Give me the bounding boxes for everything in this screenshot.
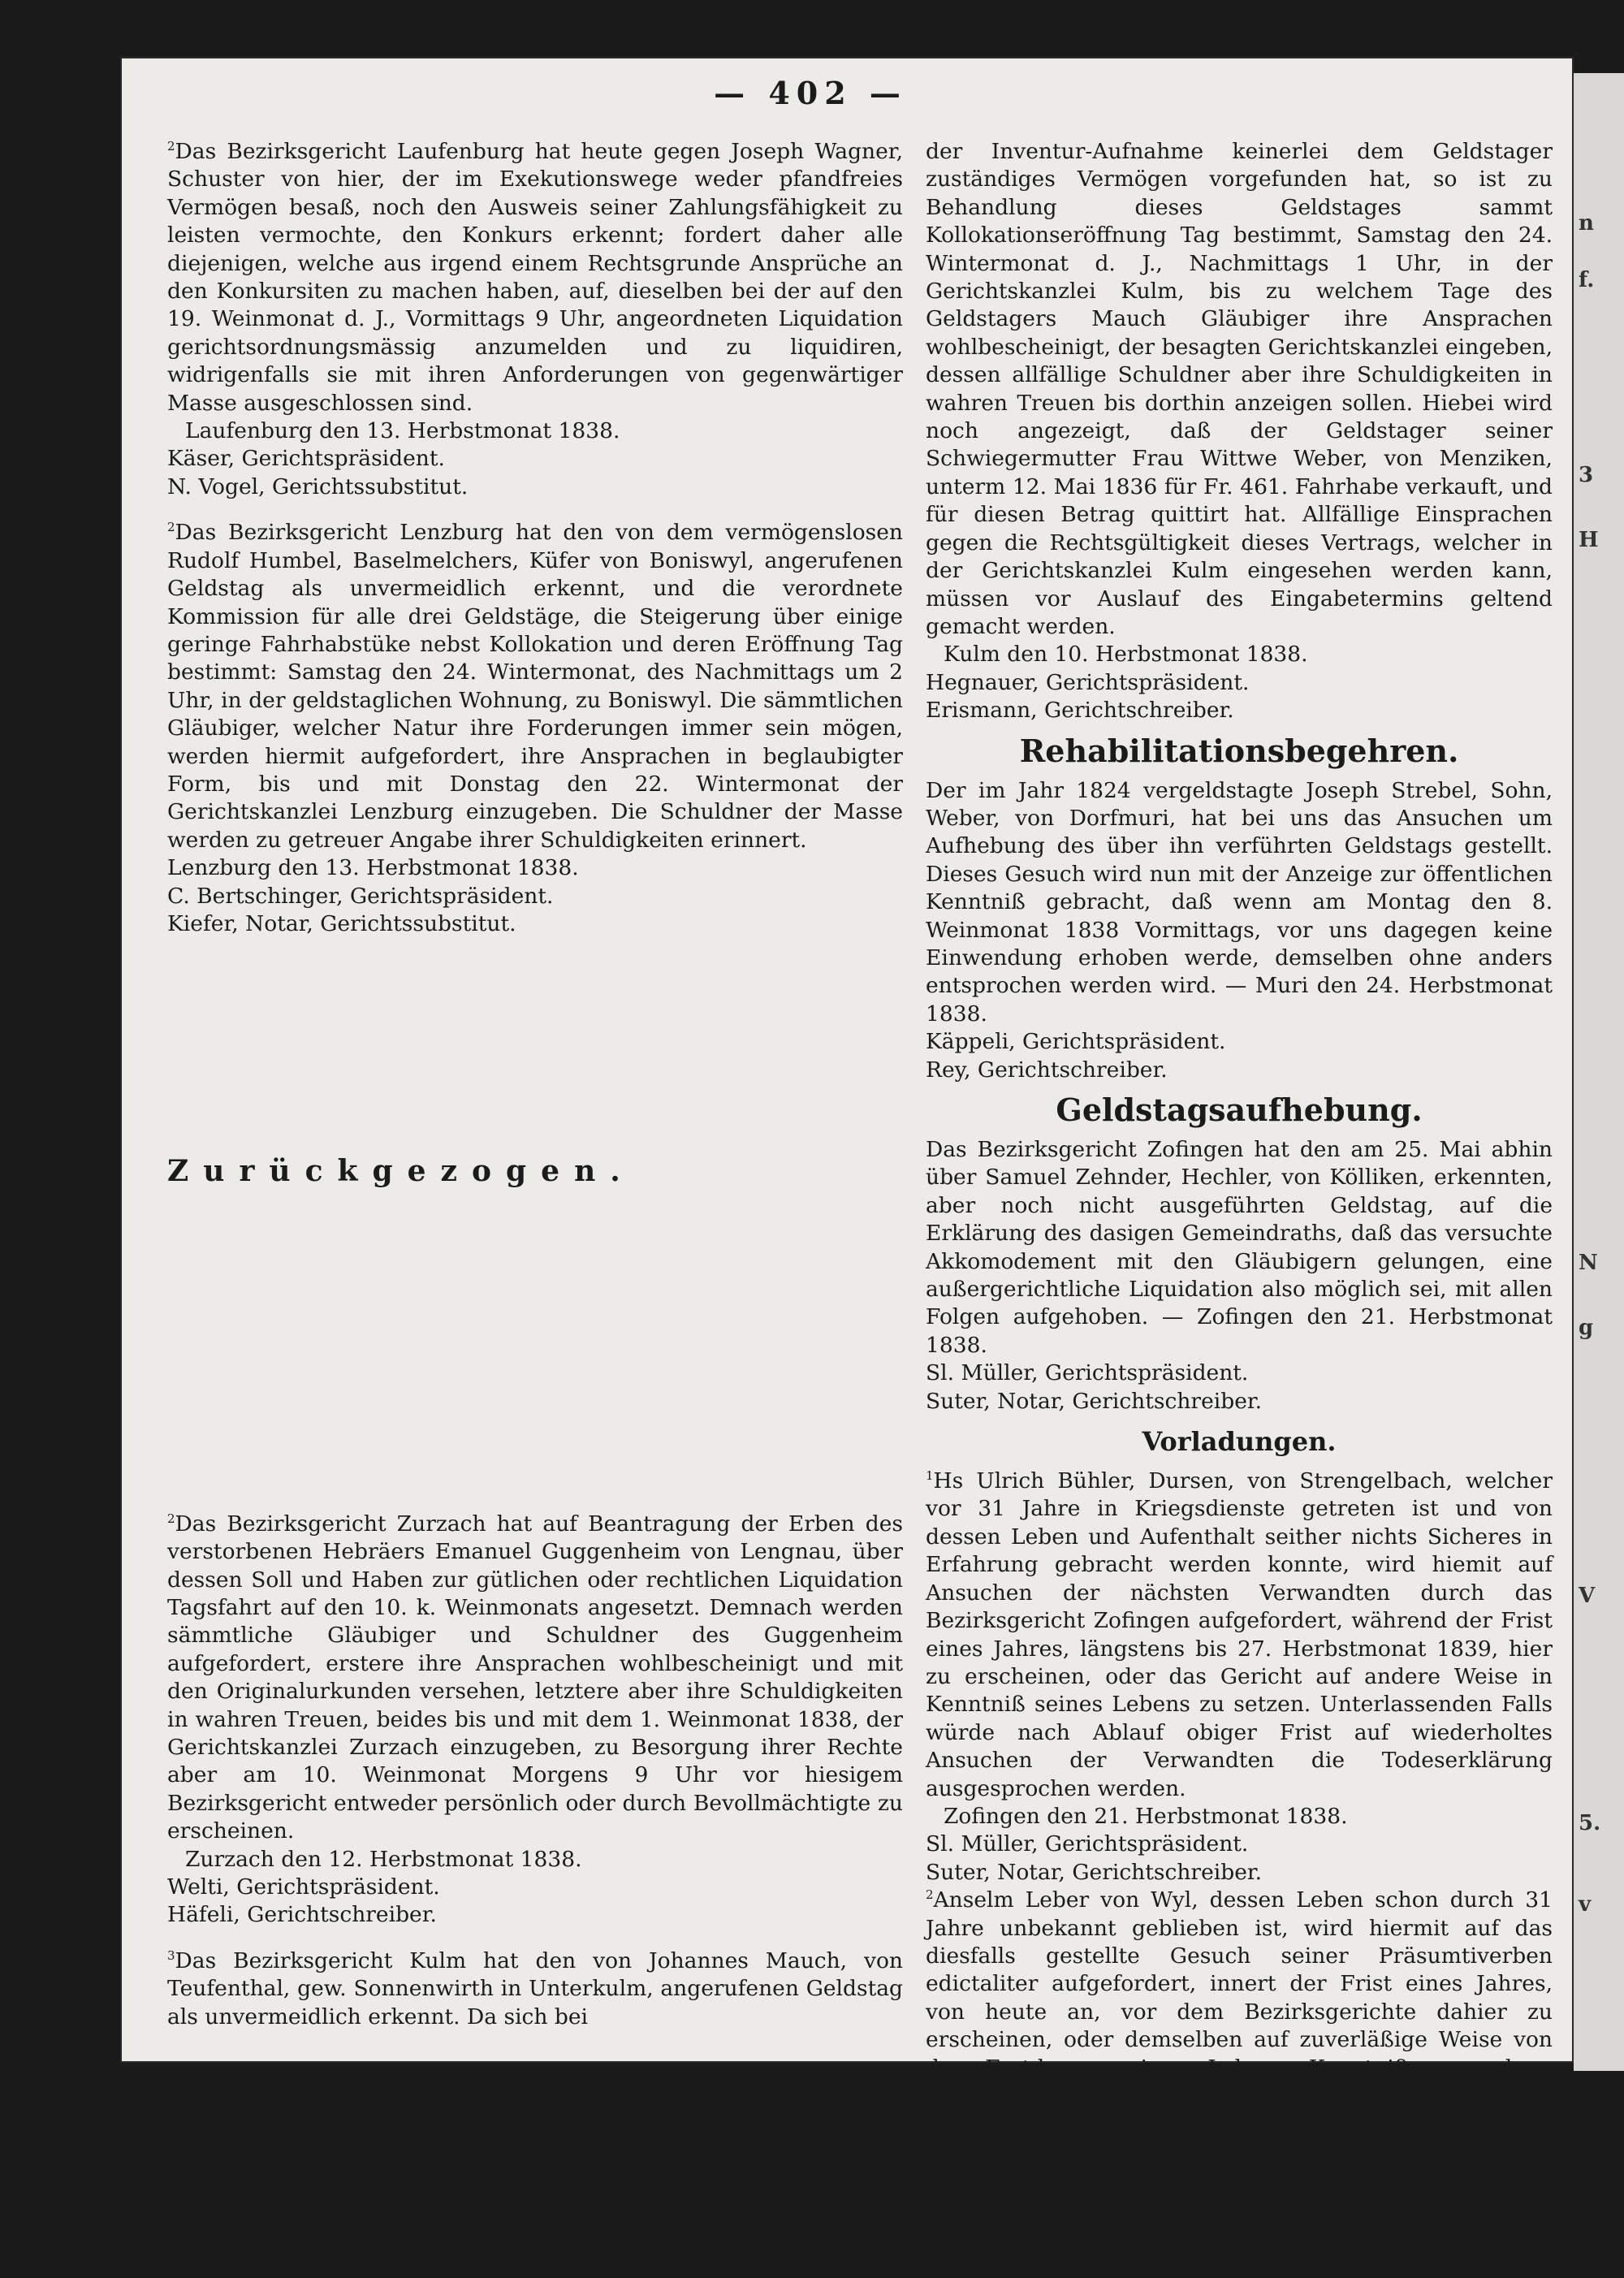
section-heading-vorladungen: Vorladungen. — [1142, 1426, 1337, 1458]
right-column — [926, 138, 1553, 2278]
notice-lenzburg-geldstag — [167, 519, 903, 938]
signature-clerk: Rey, Gerichtschreiber. — [926, 1057, 1168, 1083]
signature-substitute: N. Vogel, Gerichtssubstitut. — [167, 473, 469, 499]
notice-mark: 2 — [167, 1511, 175, 1526]
signature-president: Sl. Müller, Gerichtspräsident. — [926, 1360, 1249, 1386]
left-column — [167, 138, 903, 2031]
notice-text: Hans Rudolf Häfeli, von Gontenschwyl, welcher seine Ehefrau Maria geb. Haller, böslich verlassen hat, — [926, 2223, 1553, 2276]
signature-clerk: Häfeli, Gerichtschreiber. — [167, 1902, 437, 1928]
notice-mark: 2 — [926, 1887, 934, 1903]
signature-clerk: Erismann, Gerichtschreiber. — [926, 698, 1234, 724]
notice-text: Das Bezirksgericht Laufenburg hat heute gegen Joseph Wagner, Schuster von hier, der im Exekutionswege weder pfandfreies Vermögen besaß, noch den Ausweis seiner Zahlungsfähigkeit zu leisten vermochte, den Konkurs erkennt; fordert daher alle diejenigen, welche aus irgend einem Rechtsgrunde Ansprüche an den Konkursiten zu machen haben, auf, dieselben bei der auf den 19. Weinmonat d. J., Vormittags 9 Uhr, angeordneten Liquidation gerichtsordnungsmässig anzumelden und zu liquidiren, widrigenfalls sie mit ihren Anforderungen von gegenwärtiger Masse ausgeschlossen sind. — [167, 139, 903, 416]
notice-kulm-continued — [926, 138, 1553, 725]
notice-kulm-start — [167, 1947, 903, 2031]
signature-president: Welti, Gerichtspräsident. — [167, 1874, 440, 1900]
notice-laufenburg-konkurs — [167, 138, 903, 501]
notice-zurzach — [167, 1511, 903, 1930]
notice-mark: 2 — [167, 520, 175, 535]
signature-president: Käppeli, Gerichtspräsident. — [926, 1029, 1226, 1055]
notice-text: Das Bezirksgericht Lenzburg hat den von dem vermögenslosen Rudolf Humbel, Baselmelchers, Küfer von Boniswyl, angerufenen Geldstag als unvermeidlich erkennt, und die verordnete Kommission für alle drei Geldstäge, die Steigerung über einige geringe Fahrhabstüke nebst Kollokation und deren Eröffnung Tag bestimmt: Samstag den 24. Wintermonat, des Nachmittags um 2 Uhr, in der geldstaglichen Wohnung, zu Boniswyl. Die sämmtlichen Gläubiger, welcher Natur ihre Forderungen immer sein mögen, werden hiermit aufgefordert, ihre Ansprachen in beglaubigter Form, bis und mit Donstag den 22. Wintermonat der Gerichtskanzlei Lenzburg einzugeben. Die Schuldner der Masse werden zu getreuer Angabe ihrer Schuldigkeiten erinnert. — [167, 520, 903, 853]
page-number: — 402 — — [714, 75, 907, 111]
signature-president: Käser, Gerichtspräsident. — [926, 2167, 1203, 2193]
signature-president: Käser, Gerichtspräsident. — [167, 446, 445, 472]
notice-text: Anselm Leber von Wyl, dessen Leben schon durch 31 Jahre unbekannt geblieben ist, wird hiermit auf das diesfalls gestellte Gesuch seiner Präsumtiverben edictaliter aufgefordert, innert der Frist eines Jahres, von heute an, vor dem Bezirksgerichte dahier zu erscheinen, oder demselben auf zuverläßige Weise von der Fortdauer seines Lebens Kenntniß zu geben, widrigenfalls die Todeserklärung gegen ihn ausgesprochen werden wird. — [926, 1887, 1553, 2137]
notice-text: der Inventur-Aufnahme keinerlei dem Geldstager zuständiges Vermögen vorgefunden hat, so ist zu Behandlung dieses Geldstages sammt Kollokationseröffnung Tag bestimmt, Samstag den 24. Wintermonat d. J., Nachmittags 1 Uhr, in der Gerichtskanzlei Kulm, bis zu welchem Tage des Geldstagers Mauch Gläubiger ihre Ansprachen wohlbescheinigt, der besagten Gerichtskanzlei eingeben, dessen allfällige Schuldner aber ihre Schuldigkeiten in wahren Treuen bis dorthin anzeigen sollen. Hiebei wird noch angezeigt, daß der Geldstager seiner Schwiegermutter Frau Wittwe Weber, von Menziken, unterm 12. Mai 1836 für Fr. 461. Fahrhabe verkauft, und für diesen Betrag quittirt hat. Allfällige Einsprachen gegen die Rechtsgültigkeit dieses Vertrags, welcher in der Gerichtskanzlei Kulm eingesehen werden kann, müssen vor Auslauf des Eingabetermins geltend gemacht werden. — [926, 139, 1553, 639]
notice-text: Hs Ulrich Bühler, Dursen, von Strengelbach, welcher vor 31 Jahre in Kriegsdienste getreten ist und von dessen Leben und Aufenthalt seither nichts Sicheres in Erfahrung gebracht werden konnte, wird hiemit auf Ansuchen der nächsten Verwandten durch das Bezirksgericht Zofingen aufgefordert, während der Frist eines Jahres, längstens bis 27. Herbstmonat 1839, hier zu erscheinen, oder das Gericht auf andere Weise in Kenntniß seines Lebens zu setzen. Unterlassenden Falls würde nach Ablauf obiger Frist auf wiederholtes Ansuchen der Verwandten die Todeserklärung ausgesprochen werden. — [926, 1468, 1553, 1801]
withdrawn-heading: Zurückgezogen. — [167, 1154, 635, 1189]
place-date: Laufenburg den 13. Herbstmonat 1838. — [944, 2138, 1379, 2164]
notice-leber — [926, 1887, 1553, 2222]
signature-clerk: Suter, Notar, Gerichtschreiber. — [926, 1859, 1263, 1885]
signature-president: Hegnauer, Gerichtspräsident. — [926, 669, 1250, 695]
signature-substitute: N. Vogel, Gerichtssubstitut. — [926, 2194, 1227, 2220]
notice-mark: 2 — [926, 2223, 934, 2238]
notice-text: Das Bezirksgericht Zofingen hat den am 25. Mai abhin über Samuel Zehnder, Hechler, von Kölliken, erkennten, aber noch nicht ausgeführten Geldstag, auf die Erklärung des dasigen Gemeindraths, daß das versuchte Akkomodement mit den Gläubigern gelungen, eine außergerichtliche Liquidation also möglich sei, mit allen Folgen aufgehoben. — Zofingen den 21. Herbstmonat 1838. — [926, 1137, 1553, 1358]
signature-president: Sl. Müller, Gerichtspräsident. — [926, 1831, 1249, 1857]
notice-rehabilitation — [926, 777, 1553, 1084]
place-date: Laufenburg den 13. Herbstmonat 1838. — [185, 418, 620, 444]
signature-president: C. Bertschinger, Gerichtspräsident. — [167, 883, 554, 909]
notice-haefeli — [926, 2222, 1553, 2278]
place-date: Zurzach den 12. Herbstmonat 1838. — [185, 1846, 582, 1872]
notice-aufhebung — [926, 1136, 1553, 1416]
notice-buehler — [926, 1468, 1553, 1887]
section-heading-geldstagsaufhebung: Geldstagsaufhebung. — [1056, 1091, 1423, 1128]
section-heading-rehabilitation: Rehabilitationsbegehren. — [1019, 732, 1459, 769]
notice-text: Der im Jahr 1824 vergeldstagte Joseph Strebel, Sohn, Weber, von Dorfmuri, hat bei uns das Ansuchen um Aufhebung des über ihn verführten Geldstags gestellt. Dieses Gesuch wird nun mit der Anzeige zur öffentlichen Kenntniß gebracht, daß wenn am Montag den 8. Weinmonat 1838 Vormittags, vor uns dagegen keine Einwendung erhoben werde, demselben ohne anders entsprochen werden wird. — Muri den 24. Herbstmonat 1838. — [926, 777, 1553, 1027]
notice-text: Das Bezirksgericht Kulm hat den von Johannes Mauch, von Teufenthal, gew. Sonnenwirth in Unterkulm, angerufenen Geldstag als unvermeidlich erkennt. Da sich bei — [167, 1947, 903, 2029]
place-date: Lenzburg den 13. Herbstmonat 1838. — [167, 855, 579, 881]
notice-mark: 3 — [167, 1948, 175, 1964]
adjacent-page-edge: n f. 3 H N g V 5. v — [1574, 73, 1624, 2071]
notice-mark: 2 — [167, 139, 175, 154]
place-date: Zofingen den 21. Herbstmonat 1838. — [944, 1803, 1348, 1829]
signature-substitute: Kiefer, Notar, Gerichtssubstitut. — [167, 910, 516, 936]
notice-text: Das Bezirksgericht Zurzach hat auf Beantragung der Erben des verstorbenen Hebräers Emanuel Guggenheim von Lengnau, über dessen Soll und Haben zur gütlichen oder rechtlichen Liquidation Tagsfahrt auf den 10. k. Weinmonats angesetzt. Demnach werden sämmtliche Gläubiger und Schuldner des Guggenheim aufgefordert, erstere ihre Ansprachen wohlbescheinigt und mit den Originalurkunden versehen, letztere aber ihre Schuldigkeiten in wahren Treuen, beides bis und mit dem 1. Weinmonat 1838, der Gerichtskanzlei Zurzach einzugeben, zu Besorgung ihrer Rechte aber am 10. Weinmonat Morgens 9 Uhr vor hiesigem Bezirksgericht entweder persönlich oder durch Bevollmächtigte zu erscheinen. — [167, 1511, 903, 1844]
place-date: Kulm den 10. Herbstmonat 1838. — [944, 642, 1308, 668]
notice-mark: 1 — [926, 1468, 934, 1484]
signature-clerk: Suter, Notar, Gerichtschreiber. — [926, 1388, 1263, 1414]
